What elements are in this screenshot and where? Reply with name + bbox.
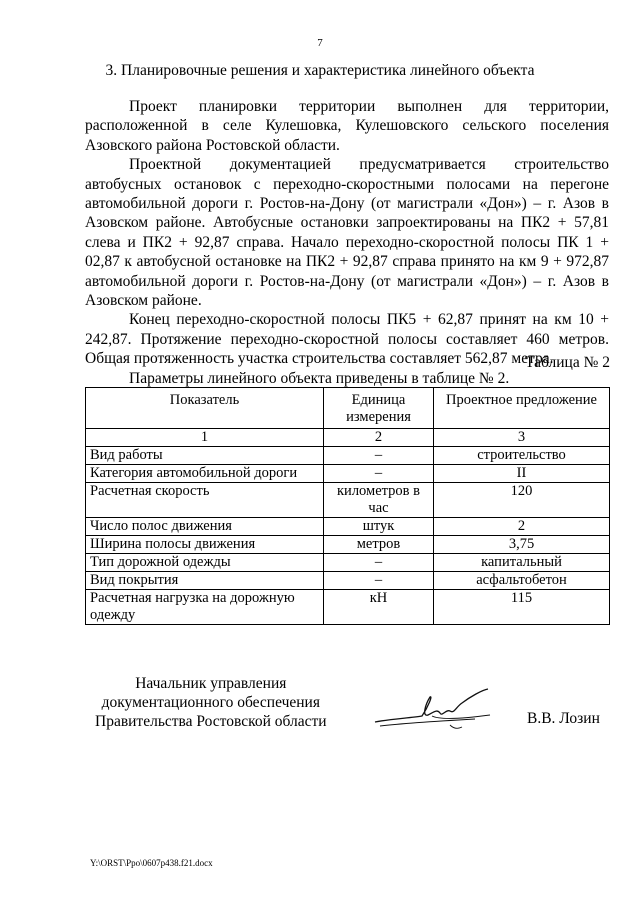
paragraph-1: Проект планировки территории выполнен для территории, расположенной в селе Кулешовка, Кулешовского сельского поселения Азовского района Ростовской области. <box>85 98 609 154</box>
file-path-footer: Y:\ORST\Ppo\0607p438.f21.docx <box>90 858 213 868</box>
row-unit: – <box>324 572 434 590</box>
table-row <box>86 536 610 554</box>
parameters-table <box>85 387 610 625</box>
signature-icon <box>370 685 495 740</box>
header-proposal: Проектное предложение <box>434 388 610 429</box>
table-row <box>86 554 610 572</box>
row-indicator: Расчетная скорость <box>86 483 324 518</box>
row-indicator: Тип дорожной одежды <box>86 554 324 572</box>
row-value: 2 <box>434 518 610 536</box>
row-indicator: Вид покрытия <box>86 572 324 590</box>
row-indicator: Расчетная нагрузка на дорожную одежду <box>86 590 324 625</box>
row-unit: – <box>324 554 434 572</box>
row-value: 120 <box>434 483 610 518</box>
body-text <box>85 97 609 388</box>
table-row <box>86 572 610 590</box>
position-line: Начальник управления <box>135 675 287 692</box>
signatory-name: В.В. Лозин <box>527 710 600 727</box>
table-caption: Таблица № 2 <box>525 354 610 371</box>
row-value: II <box>434 465 610 483</box>
row-value: асфальтобетон <box>434 572 610 590</box>
row-indicator: Число полос движения <box>86 518 324 536</box>
header-indicator: Показатель <box>86 388 324 429</box>
handwritten-signature <box>370 685 495 745</box>
table-row <box>86 483 610 518</box>
header-unit: Единица измерения <box>324 388 434 429</box>
row-value: 115 <box>434 590 610 625</box>
row-unit: километров в час <box>324 483 434 518</box>
table-row <box>86 465 610 483</box>
row-unit: штук <box>324 518 434 536</box>
row-indicator: Ширина полосы движения <box>86 536 324 554</box>
table-header-row <box>86 388 610 429</box>
page-number: 7 <box>317 37 323 49</box>
position-line: Правительства Ростовской области <box>95 713 327 730</box>
section-heading: 3. Планировочные решения и характеристика линейного объекта <box>105 62 535 79</box>
row-value: 3,75 <box>434 536 610 554</box>
row-value: строительство <box>434 447 610 465</box>
signatory-position <box>95 674 327 731</box>
row-unit: метров <box>324 536 434 554</box>
table-row <box>86 518 610 536</box>
row-indicator: Вид работы <box>86 447 324 465</box>
column-number: 3 <box>434 429 610 447</box>
column-number: 2 <box>324 429 434 447</box>
row-indicator: Категория автомобильной дороги <box>86 465 324 483</box>
row-unit: – <box>324 447 434 465</box>
table-row <box>86 590 610 625</box>
paragraph-4: Параметры линейного объекта приведены в таблице № 2. <box>129 369 510 387</box>
column-number-row <box>86 429 610 447</box>
table-row <box>86 447 610 465</box>
row-unit: кН <box>324 590 434 625</box>
column-number: 1 <box>86 429 324 447</box>
position-line: документационного обеспечения <box>101 694 320 711</box>
paragraph-3: Конец переходно-скоростной полосы ПК5 + 62,87 принят на км 10 + 242,87. Протяжение переходно-скоростной полосы составляет 460 метров. Общая протяженность участка строительства составляет 562,87 метра. <box>85 311 609 368</box>
paragraph-2: Проектной документацией предусматривается строительство автобусных остановок с переходно-скоростными полосами на перегоне автомобильной дороги г. Ростов-на-Дону (от магистрали «Дон») – г. Азов в Азовском районе. Автобусные остановки запроектированы на ПК2 + 57,81 слева и ПК2 + 92,87 справа. Начало переходно-скоростной полосы ПК 1 + 02,87 к автобусной остановке на ПК2 + 92,87 справа принято на км 9 + 972,87 автомобильной дороги г. Ростов-на-Дону (от магистрали «Дон») – г. Азов в Азовском районе. <box>85 156 609 310</box>
row-unit: – <box>324 465 434 483</box>
row-value: капитальный <box>434 554 610 572</box>
